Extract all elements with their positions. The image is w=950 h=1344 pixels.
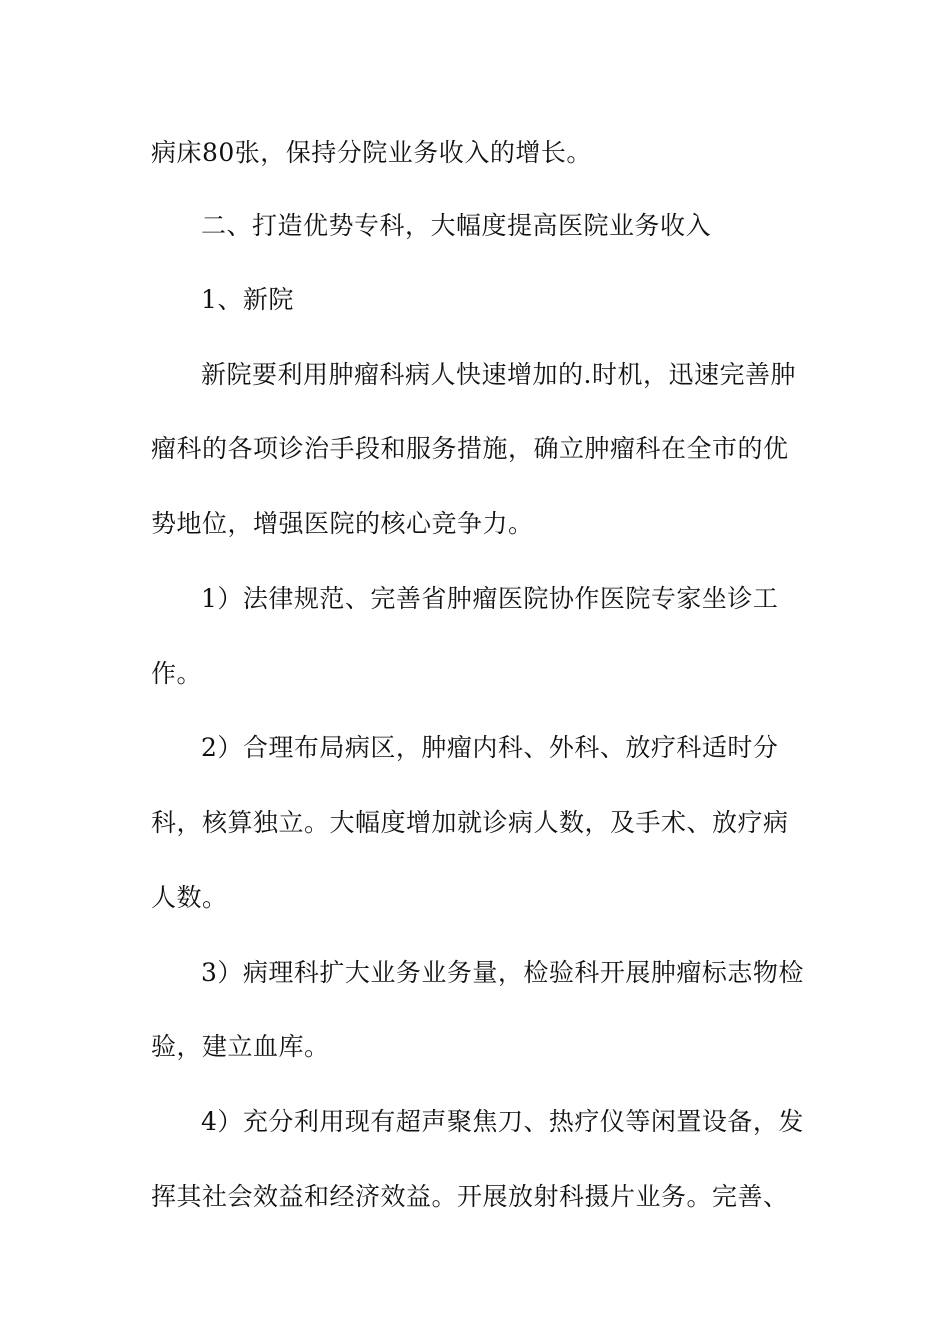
list-item-text: 3）病理科扩大业务业务量，检验科开展肿瘤标志物检 — [201, 958, 804, 987]
list-item-text: 2）合理布局病区，肿瘤内科、外科、放疗科适时分 — [201, 733, 779, 762]
list-item-text: 4）充分利用现有超声聚焦刀、热疗仪等闲置设备，发 — [201, 1107, 804, 1136]
text-line: 势地位，增强医院的核心竞争力。 — [151, 509, 534, 538]
list-item-text: 1）法律规范、完善省肿瘤医院协作医院专家坐诊工 — [201, 584, 779, 613]
text-line: 瘤科的各项诊治手段和服务措施，确立肿瘤科在全市的优 — [151, 434, 789, 463]
text-line: 新院要利用肿瘤科病人快速增加的.时机，迅速完善肿 — [201, 360, 796, 389]
text-line: 病床80张，保持分院业务收入的增长。 — [151, 138, 592, 167]
section-heading: 二、打造优势专科，大幅度提高医院业务收入 — [201, 211, 712, 240]
text-line: 作。 — [151, 659, 203, 688]
text-line: 科，核算独立。大幅度增加就诊病人数，及手术、放疗病 — [151, 808, 789, 837]
text-line: 验，建立血库。 — [151, 1032, 330, 1061]
text-line: 挥其社会效益和经济效益。开展放射科摄片业务。完善、 — [151, 1182, 789, 1211]
subsection-heading: 1、新院 — [201, 285, 294, 314]
text-line: 人数。 — [151, 883, 228, 912]
